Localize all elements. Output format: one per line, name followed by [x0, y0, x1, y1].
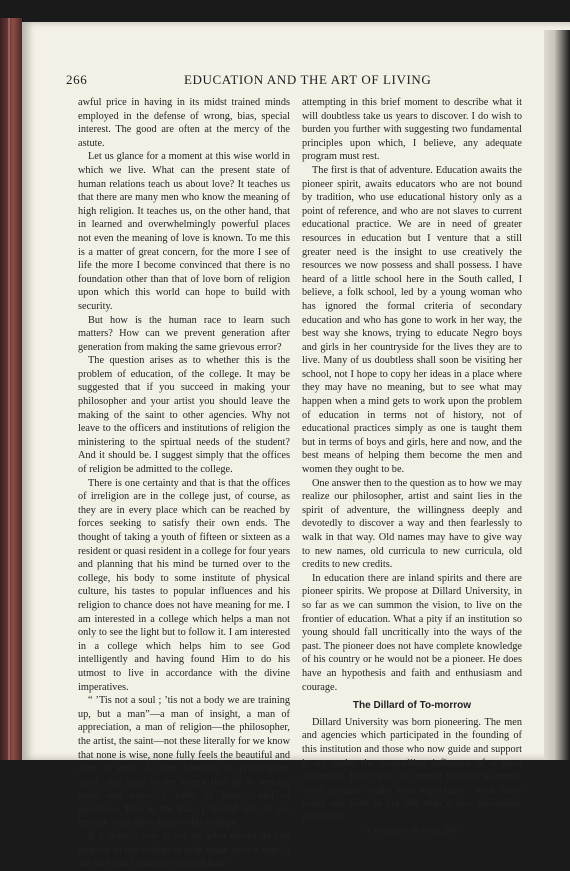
- book-binding: [0, 18, 22, 760]
- paragraph: Let us glance for a moment at this wise world in which we live. What can the present state of human relations teach us about love? It teaches us that there are many men who know the meaning of high religion. It teaches us, on the other hand, that in learned and overwhelmingly powerful places not even the meaning of love is known. To me this is a matter of great concern, for the more I see of life the more I become convinced that there is no foundation other than that of love born of religion upon which this world can hope to build with security.: [78, 151, 290, 312]
- paragraph: There is one certainty and that is that the offices of irreligion are in the college just, of course, as they are in every place which can be reached by forces seeking to satisfy their own ends. The thought of taking a youth of fifteen or sixteen as a resident or quasi resident in a college for four years and planning that his mind be turned over to the college, his body to some institute of physical culture, his tastes to popular influences and his religion to chance does not have meaning for me. I am interested in a college which helps a man not only to see the light but to follow it. I am interested in a college which helps him to see God intelligently and having found Him to do his utmost to live in accordance with the divine imperatives.: [78, 477, 290, 693]
- right-column: [302, 96, 522, 839]
- paragraph: But how is the human race to learn such matters? How can we prevent generation after generation from making the same grievous error?: [78, 314, 290, 353]
- page-number: 266: [66, 72, 88, 87]
- paragraph: Dillard University was born pioneering. The men and agencies which participated in the founding of this institution and those who now guide and support it are under the compelling influence of a great adventure. Every man or woman walking its newly sown grounds walks with expectancy. What more could one wish in our day than a new institution, unfettered,: [302, 716, 522, 823]
- paragraph: It is natural now to ask by what means do you propose in the college to help make such a man? I am sure that I shall be excused from: [78, 831, 290, 870]
- paragraph: attempting in this brief moment to describe what it will doubtless take us years to discover. I do wish to burden you further with suggesting two fundamental principles upon which, I believe, any adequate program must rest.: [302, 97, 522, 163]
- paragraph: The first is that of adventure. Education awaits the pioneer spirit, awaits educators who are not bound by tradition, who use educational history only as a point of reference, and who are not slaves to current educational practice. We are in need of greater resources in education but I venture that a still greater need is the insight to use creatively the resources we now possess and shall possess. I have heard of a little school here in the South called, I believe, a folk school, led by a young woman who has ignored the formal criteria of secondary education and who has gone to work in her way, the best way she knows, trying to educate Negro boys and girls in her countryside for the lives they are to live. Many of us doubtless shall soon be visiting her school, not I hope to copy her ideas in a place where they may have no meaning, but to see what may happen when a mind gets to work upon the problem of education in terms not of history, not of educational practices simply as one is taught them but in terms of boys and girls, here and now, and the best means of helping them become the men and women they ought to be.: [302, 164, 522, 476]
- section-subheading: The Dillard of To-morrow: [352, 700, 472, 712]
- left-column: [78, 96, 290, 871]
- paragraph: In education there are inland spirits and there are pioneer spirits. We propose at Dillard University, in so far as we can summon the vision, to live on the frontier of education. What a pity if an institution so young should fall uncritically into the ways of the past. The pioneer does not have complete knowledge of his country or he would not be a pioneer. He does have an hypothesis and faith and enthusiasm and courage.: [302, 572, 522, 693]
- paragraph: awful price in having in its midst trained minds employed in the defense of wrong, bias, special interest. The good are often at the mercy of the astute.: [78, 97, 290, 149]
- running-title: EDUCATION AND THE ART OF LIVING: [184, 72, 432, 87]
- page-edge: [544, 30, 570, 760]
- paragraph: “ ’Tis not a soul ; ’tis not a body we are training up, but a man”—a man of insight, a man of appreciation, a man of religion—the philosopher, the artist, the saint—not these literally for we know that none is wise, none fully feels the beautiful and none is good. A man, however, is philosopher, artist, and saint to the extent that he is seeking more and more of truth, of beauty, and of goodness. This is the man I should like to see emerge from the college—this college.: [78, 695, 290, 829]
- paragraph: One answer then to the question as to how we may realize our philosopher, artist and saint lies in the spirit of adventure, the willingness deeply and devotedly to discover a way and then fearlessly to walk in that way. Old names may have to give way to new names, old curricula to new curricula, old credits to new credits.: [302, 477, 522, 571]
- binding-stripe: [8, 18, 10, 760]
- page-header: [66, 72, 526, 88]
- continued-note: (Continued on Page 285): [364, 826, 460, 837]
- paragraph: The question arises as to whether this is the problem of education, of the college. It may be suggested that if you succeed in making your philosopher and your artist you should leave the making of the saint to other agencies. Why not leave to the officers and institutions of religion the ministering to the spirtual needs of the student? And it should be. I suggest simply that the offices of religion be admitted to the college.: [78, 355, 290, 476]
